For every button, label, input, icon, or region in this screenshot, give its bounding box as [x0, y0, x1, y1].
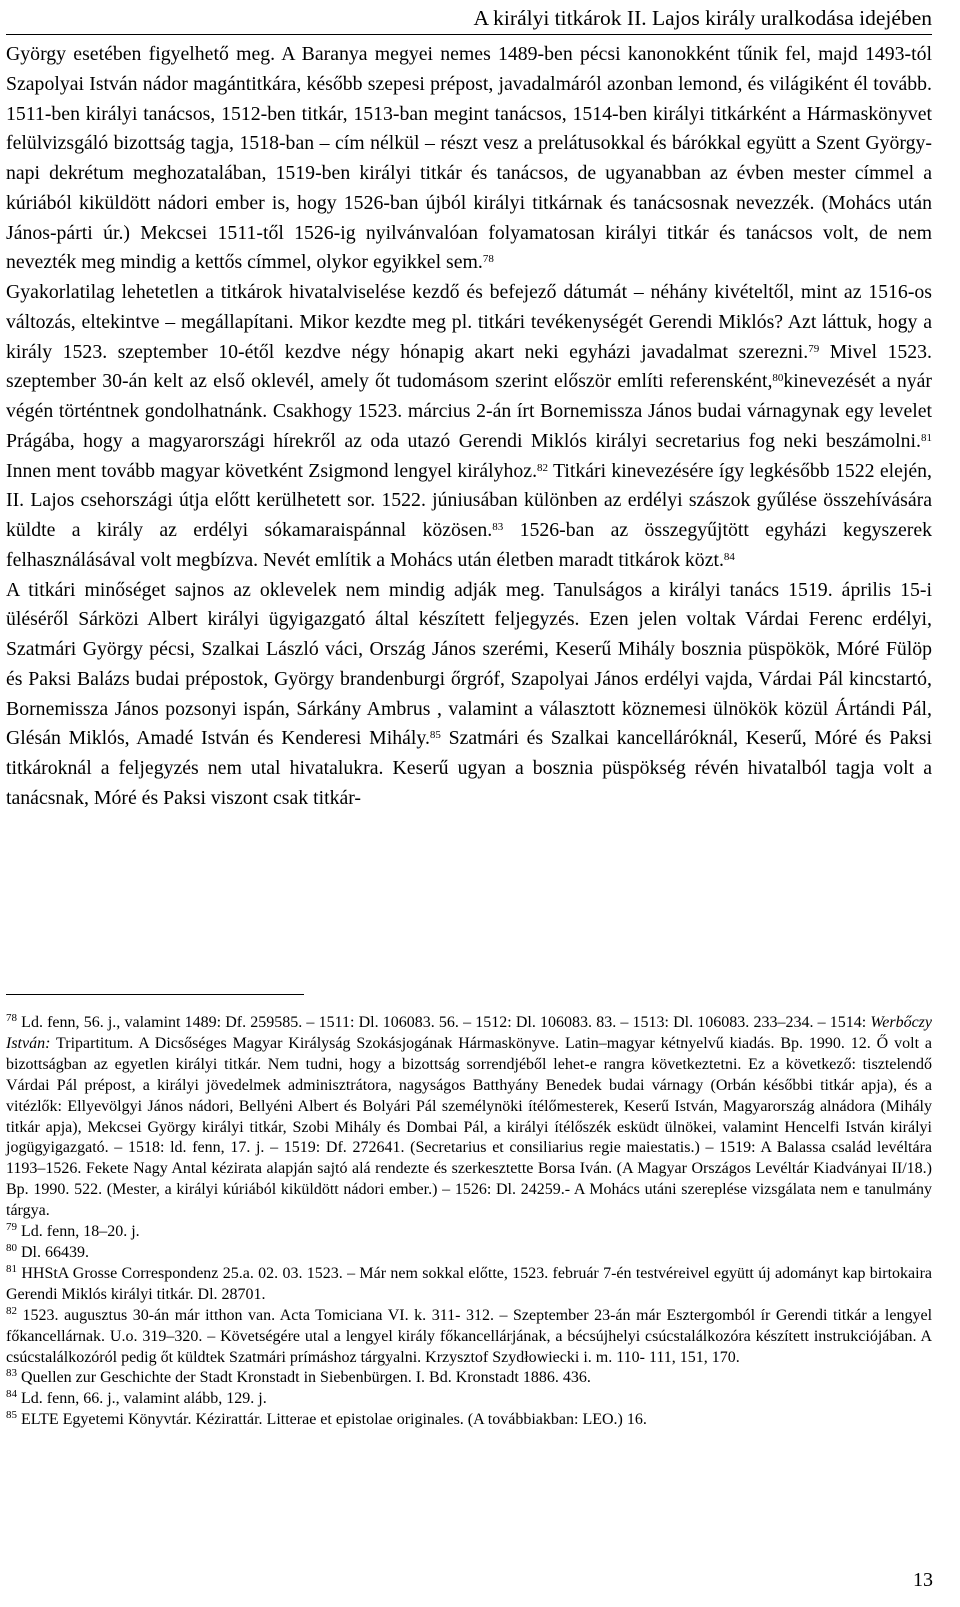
footnote-ref[interactable]: 82: [537, 461, 549, 474]
footnote-ref[interactable]: 78: [482, 253, 494, 266]
footnote-ref[interactable]: 85: [429, 729, 441, 742]
footnote-separator: [6, 994, 304, 995]
footnotes: [6, 1013, 932, 1431]
footnote-81: $^{81}$ HHStA Grosse Correspondenz 25.a. 02. 03. 1523. – Már nem sokkal előtte, 1523. február 7-én testvéreivel együtt új adományt kap birtokaira Gerendi Miklós királyi titkár. Dl. 28701.: [6, 1262, 932, 1303]
footnote-85: $^{85}$ ELTE Egyetemi Könyvtár. Kézirattár. Litterae et epistolae originales. (A továbbiakban: LEO.) 16.: [6, 1409, 647, 1429]
paragraph-1: György esetében figyelhető meg. A Baranya megyei nemes 1489-ben pécsi kanonokként tűnik fel, majd 1493-tól Szapolyai István nádor magántitkára, később szepesi prépost, javadalmáról azonban lemond, és világiként él tovább. 1511-ben királyi tanácsos, 1512-ben titkár, 1513-ban megint tanácsos, 1514-ben királyi titkárként a Hármaskönyvet felülvizsgáló bizottság tagja, 1518-ban – cím nélkül – részt vesz a prelátusokkal és bárókkal együtt a Szent György-napi dekrétum meghozatalában, 1519-ben királyi titkár és tanácsos, de ugyanabban az évben mester címmel a kúriából kiküldött nádori ember is, hogy 1526-ban újból királyi titkárnak és tanácsosnak nevezzék. (Mohács után János-párti úr.) Mekcsei 1511-től 1526-ig nyilvánvalóan folyamatosan királyi titkár és tanácsos volt, de nem nevezték meg mindig a kettős címmel, olykor egyikkel sem.$^{78}$: [6, 43, 932, 274]
footnote-ref[interactable]: 84: [723, 550, 735, 563]
footnote-ref[interactable]: 79: [808, 342, 820, 355]
footnote-78: $^{78}$ Ld. fenn, 56. j., valamint 1489: Df. 259585. – 1511: Dl. 106083. 56. – 1512: Dl. 106083. 83. – 1513: Dl. 106083. 233–234. – 1514: Werbőczy István: Tripartitum. A Dicsőséges Magyar Királyság Szokásjogának Hármaskönyve. Latin–magyar kétnyelvű kiadás. Bp. 1990. 12. Ő volt a bizottságban az egyetlen királyi titkár. Nem tudni, hogy a bizottság sorrendjéből lehet-e rangra következtetni. Ez a következő: tisztelendő Várdai Pál prépost, a királyi jövedelmek adminisztrátora, nagyságos Batthyány Benedek budai várnagy (Orbán későbbi titkár apja), és a vitézlők: Ellyevölgyi János nádori, Bellyéni Albert és Bolyári Pál személynöki ítélőmesterek, Keserű István, Magyarország alnádora (Mihály titkár apja), Mekcsei György királyi titkár, Szobi Mihály és Dombai Pál, a királyi ítélőszék esküdt ülnökei, valamint Hencelfi István királyi jogügyigazgató. – 1518: ld. fenn, 17. j. – 1519: Df. 272641. (Secretarius et consiliarius regie maiestatis.) – 1519: A Balassa család levéltára 1193–1526. Fekete Nagy Antal kézirata alapján sajtó alá rendezte és szerkesztette Borsa Iván. (A Magyar Országos Levéltár Kiadványai II/18.) Bp. 1990. 522. (Mester, a királyi kúriából kiküldött nádori ember.) – 1526: Dl. 24259.- A Mohács utáni szereplése vizsgálata nem e tanulmány tárgya.: [6, 1012, 933, 1220]
page-number: 13: [913, 1569, 933, 1591]
footnote-ref[interactable]: 81: [921, 431, 932, 444]
footnote-79: $^{79}$ Ld. fenn, 18–20. j.: [6, 1221, 140, 1241]
footnote-ref[interactable]: 80: [772, 372, 784, 385]
header-rule: [6, 34, 932, 35]
footnote-82: $^{82}$ 1523. augusztus 30-án már itthon van. Acta Tomiciana VI. k. 311- 312. – Szeptember 23-án már Esztergomból ír Gerendi titkár a lengyel főkancellárnak. U.o. 319–320. – Követségére utal a lengyel király főkancellárjának, a bécsújhelyi csúcstalálkozóra készített instrukciójában. A csúcstalálkozóról pedig őt küldtek Szatmári prímáshoz tárgyalni. Krzysztof Szydłowiecki i. m. 110- 111, 151, 170.: [6, 1304, 933, 1366]
running-header: A királyi titkárok II. Lajos király uralkodása idejében: [473, 6, 932, 30]
footnote-83: $^{83}$ Quellen zur Geschichte der Stadt Kronstadt in Siebenbürgen. I. Bd. Kronstadt 1886. 436.: [6, 1367, 591, 1387]
footnote-84: $^{84}$ Ld. fenn, 66. j., valamint alább, 129. j.: [6, 1388, 267, 1408]
footnote-ref[interactable]: 83: [492, 521, 504, 533]
main-text: [6, 40, 932, 814]
footnote-80: $^{80}$ Dl. 66439.: [6, 1241, 89, 1261]
paragraph-3: A titkári minőséget sajnos az oklevelek nem mindig adják meg. Tanulságos a királyi tanács 1519. április 15-i üléséről Sárközi Albert királyi ügyigazgató által készített feljegyzés. Ezen jelen voltak Várdai Ferenc erdélyi, Szatmári György pécsi, Szalkai László váci, Ország János szerémi, Keserű Mihály bosznia püspökök, Móré Fülöp és Paksi Balázs budai prépostok, György brandenburgi őrgróf, Szapolyai János erdélyi vajda, Várdai Pál kincstartó, Bornemissza János pozsonyi ispán, Sárkány Ambrus , valamint a választott köznemesi ülnökök közül Ártándi Pál, Glésán Miklós, Amadé István és Kenderesi Mihály.$^{85}$ Szatmári és Szalkai kancelláróknál, Keserű, Móré és Paksi titkároknál a feljegyzés nem utal hivatalukra. Keserű ugyan a bosznia püspökség révén hivatalból tagja volt a tanácsnak, Móré és Paksi viszont csak titkár-: [6, 578, 932, 809]
paragraph-2: Gyakorlatilag lehetetlen a titkárok hivatalviselése kezdő és befejező dátumát – néhány kivételtől, mint az 1516-os változás, eltekintve – megállapítani. Mikor kezdte meg pl. titkári tevékenységét Gerendi Miklós? Azt láttuk, hogy a király 1523. szeptember 10-étől kezdve négy hónapig akart neki egyházi javadalmat szerezni.$^{79}$ Mivel 1523. szeptember 30-án kelt az első oklevél, amely őt tudomásom szerint először említi referensként,$^{80}$kinevezését a nyár végén történtnek gondolhatnánk. Csakhogy 1523. március 2-án írt Bornemissza János budai várnagynak egy levelet Prágába, hogy a magyarországi hírekről az oda utazó Gerendi Miklós királyi secretarius fog neki beszámolni.$^{81}$ Innen ment tovább magyar követként Zsigmond lengyel királyhoz.$^{82}$ Titkári kinevezésére így legkésőbb 1522 elején, II. Lajos csehországi útja előtt kerülhetett sor. 1522. júniusában különben az erdélyi szászok gyűlése összehívására küldte a király az erdélyi sókamaraispánnal közösen.$^{83}$ 1526-ban az összegyűjtött egyházi kegyszerek felhasználásával volt megbízva. Nevét említik a Mohács után életben maradt titkárok közt.$^{84}$: [6, 281, 932, 571]
